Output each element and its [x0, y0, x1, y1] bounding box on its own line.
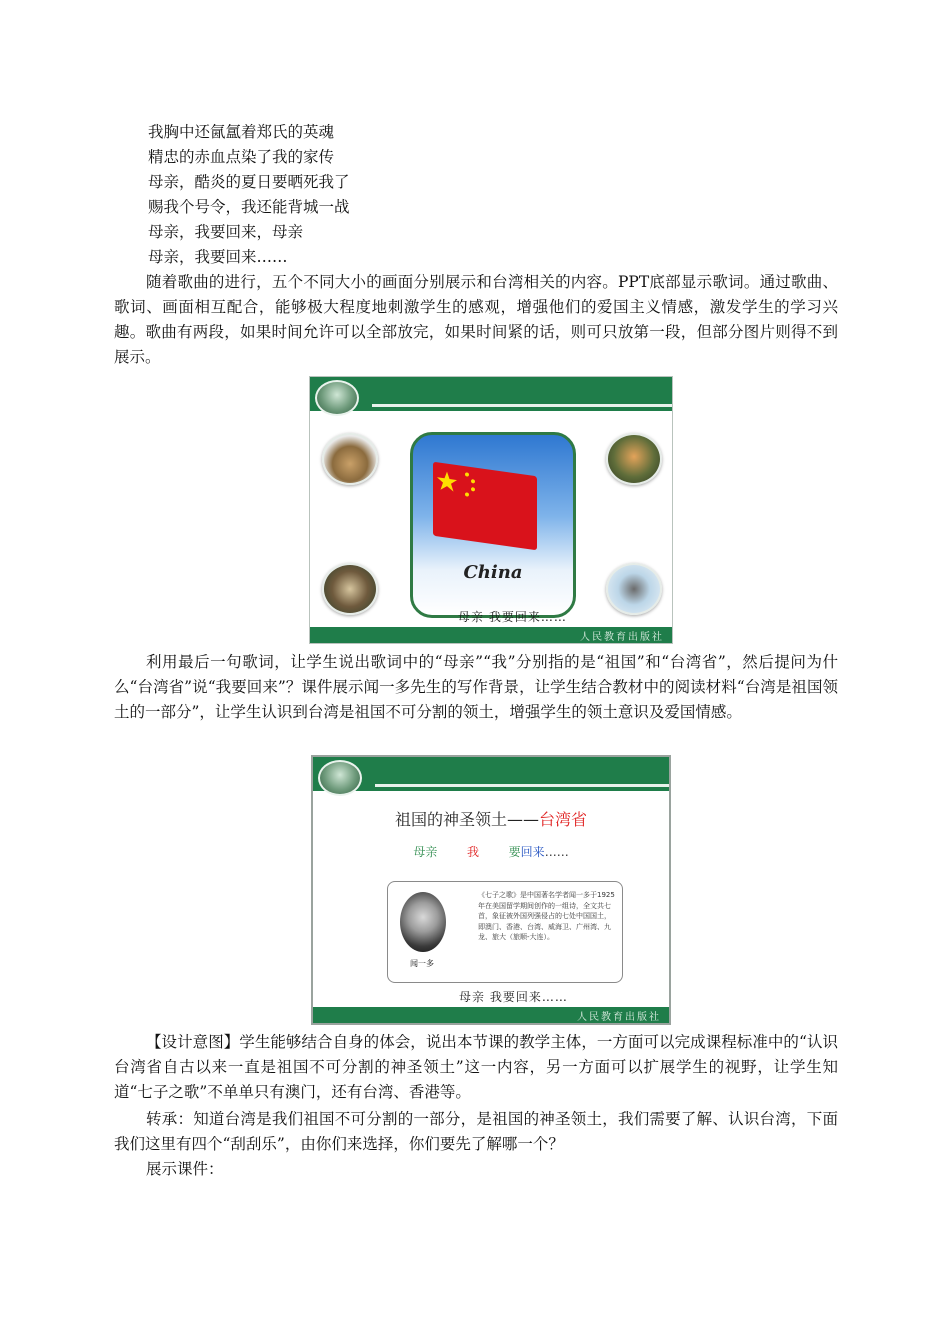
statue-photo-icon [322, 563, 378, 615]
slide-title-main: 祖国的神圣领土—— [394, 810, 539, 829]
sub-want: 要 [508, 845, 521, 859]
sunset-photo-icon [606, 433, 662, 485]
china-label: China [463, 562, 523, 583]
lyric-line-2: 精忠的赤血点染了我的家传 [148, 148, 335, 166]
paragraph-show-courseware: 展示课件： [146, 1160, 224, 1178]
paragraph-lyric-question: 利用最后一句歌词，让学生说出歌词中的“母亲”“我”分别指的是“祖国”和“台湾省”，然后提问为什么“台湾省”说“我要回来”？课件展示闻一多先生的写作背景，让学生结合教材中的阅读材料“台湾是祖国领土的一部分”，让学生认识到台湾是祖国不可分割的领土，增强学生的领土意识及爱国情感。 [114, 653, 838, 721]
slide-china-flag [309, 376, 673, 644]
slide-subtitle [313, 843, 669, 860]
slide-header [313, 757, 669, 791]
slide-taiwan-territory [311, 755, 671, 1025]
portrait-name: 闻一多 [410, 959, 434, 968]
lyric-line-4: 赐我个号令，我还能背城一战 [148, 198, 350, 216]
slide-footer [310, 610, 672, 643]
lyric-line-5: 母亲，我要回来，母亲 [148, 223, 304, 241]
slide-footer [313, 990, 669, 1023]
paragraph-song-description: 随着歌曲的进行，五个不同大小的画面分别展示和台湾相关的内容。PPT底部显示歌词。通过歌曲、歌词、画面相互配合，能够极大程度地刺激学生的感观，增强他们的爱国主义情感，激发学生的学习兴趣。歌曲有两段，如果时间允许可以全部放完，如果时间紧的话，则可只放第一段，但部分图片则得不到展示。 [114, 273, 838, 366]
lyric-line-3: 母亲，酷炎的夏日要晒死我了 [148, 173, 350, 191]
slide-caption: 母亲 我要回来…… [458, 610, 567, 624]
lyric-line-6: 母亲，我要回来…… [148, 248, 288, 266]
rock-photo-icon [322, 433, 378, 485]
slide-logo-icon [315, 380, 359, 416]
info-text: 《七子之歌》是中国著名学者闻一多于1925年在美国留学期间创作的一组诗，全文共七首，象征被外国列强侵占的七处中国国土，即澳门、香港、台湾、威海卫、广州湾、九龙、旅大（旅顺-大连）。 [478, 891, 615, 941]
slide-caption: 母亲 我要回来…… [459, 990, 568, 1004]
china-flag-frame [410, 432, 576, 618]
sub-ellipsis: …… [544, 845, 569, 859]
info-box [387, 881, 623, 983]
sub-me: 我 [466, 845, 479, 859]
sub-back: 回来 [520, 845, 545, 859]
sub-mother: 母亲 [413, 845, 438, 859]
slide-title [313, 807, 669, 830]
slide-title-highlight: 台湾省 [539, 810, 588, 829]
monument-photo-icon [606, 563, 662, 615]
publisher-brand: 人民教育出版社 [577, 1012, 661, 1023]
china-flag-icon [433, 462, 537, 551]
portrait-icon [400, 892, 446, 952]
publisher-brand: 人民教育出版社 [580, 632, 664, 643]
slide-header [310, 377, 672, 411]
lyric-line-1: 我胸中还氤氲着郑氏的英魂 [148, 123, 335, 141]
slide-logo-icon [318, 760, 362, 796]
paragraph-design-intent: 【设计意图】学生能够结合自身的体会，说出本节课的教学主体，一方面可以完成课程标准中的“认识台湾省自古以来一直是祖国不可分割的神圣领土”这一内容，另一方面可以扩展学生的视野，让学生知道“七子之歌”不单单只有澳门，还有台湾、香港等。 [114, 1033, 838, 1101]
paragraph-transition: 转承：知道台湾是我们祖国不可分割的一部分，是祖国的神圣领土，我们需要了解、认识台湾，下面我们这里有四个“刮刮乐”，由你们来选择，你们要先了解哪一个？ [114, 1110, 838, 1153]
